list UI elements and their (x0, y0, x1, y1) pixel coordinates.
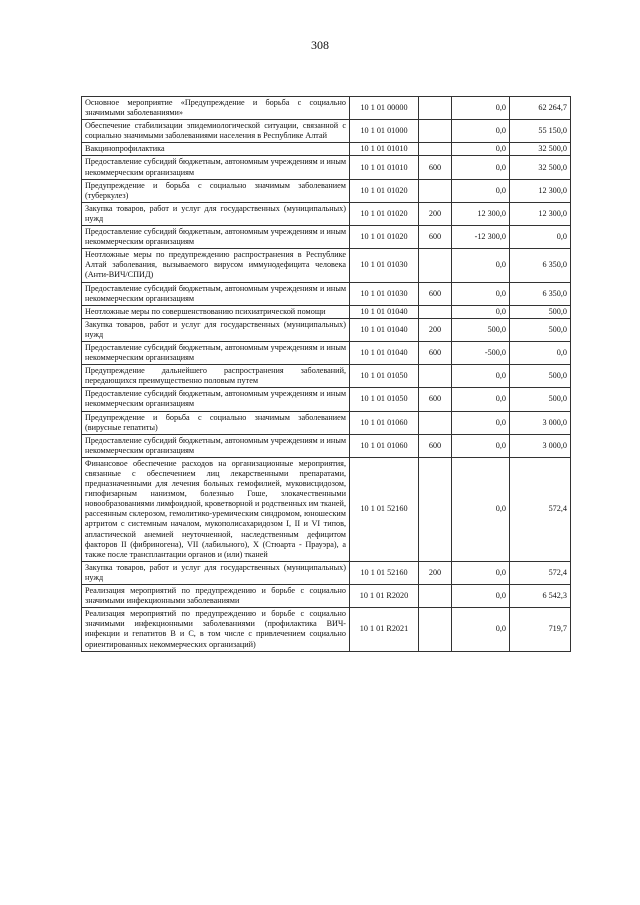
row-name-cell: Неотложные меры по совершенствованию психиатрической помощи (82, 305, 350, 318)
table-row (82, 97, 571, 120)
table-row (82, 318, 571, 341)
row-code-cell: 10 1 01 01010 (350, 156, 419, 179)
table-row (82, 561, 571, 584)
row-total-amount-cell: 62 264,7 (510, 97, 571, 120)
row-change-amount-cell: 0,0 (452, 411, 510, 434)
row-name-cell: Обеспечение стабилизации эпидемиологической ситуации, связанной с социально значимыми заболеваниями населения в Республике Алтай (82, 120, 350, 143)
table-row (82, 341, 571, 364)
row-expense-type-cell: 600 (419, 434, 452, 457)
row-name-cell: Реализация мероприятий по предупреждению и борьбе с социально значимыми инфекционными заболеваниями (профилактика ВИЧ-инфекции и гепатитов В и С, в том числе с привлечением социально ориентированных некоммерческих организаций) (82, 608, 350, 651)
row-total-amount-cell: 6 350,0 (510, 282, 571, 305)
row-name-cell: Финансовое обеспечение расходов на организационные мероприятия, связанные с обеспечением лиц лекарственными препаратами, предназначенными для лечения больных гемофилией, муковисцидозом, гипофизарным нанизмом, болезнью Гоше, злокачественными новообразованиями лимфоидной, кроветворной и родственных им тканей, рассеянным склерозом, гемолитико-уремическим синдромом, юношеским артритом с системным началом, мукополисахаридозом I, II и VI типов, апластической анемией неуточненной, наследственным дефицитом факторов II (фибриногена), VII (лабильного), X (Стюарта - Прауэра), а также после трансплантации органов и (или) тканей (82, 457, 350, 561)
row-change-amount-cell: 500,0 (452, 318, 510, 341)
row-code-cell: 10 1 01 01030 (350, 282, 419, 305)
row-code-cell: 10 1 01 R2020 (350, 585, 419, 608)
table-row (82, 156, 571, 179)
row-expense-type-cell: 600 (419, 341, 452, 364)
row-code-cell: 10 1 01 01050 (350, 388, 419, 411)
row-code-cell: 10 1 01 01020 (350, 226, 419, 249)
row-total-amount-cell: 0,0 (510, 341, 571, 364)
row-name-cell: Реализация мероприятий по предупреждению и борьбе с социально значимыми инфекционными заболеваниями (82, 585, 350, 608)
table-row (82, 120, 571, 143)
row-code-cell: 10 1 01 01020 (350, 202, 419, 225)
budget-table-body (82, 97, 571, 652)
row-expense-type-cell (419, 179, 452, 202)
row-expense-type-cell (419, 120, 452, 143)
row-code-cell: 10 1 01 52160 (350, 561, 419, 584)
row-total-amount-cell: 500,0 (510, 365, 571, 388)
row-change-amount-cell: -500,0 (452, 341, 510, 364)
row-code-cell: 10 1 01 01020 (350, 179, 419, 202)
row-code-cell: 10 1 01 01010 (350, 143, 419, 156)
table-row (82, 226, 571, 249)
row-expense-type-cell (419, 585, 452, 608)
row-name-cell: Предоставление субсидий бюджетным, автономным учреждениям и иным некоммерческим организациям (82, 156, 350, 179)
row-name-cell: Предоставление субсидий бюджетным, автономным учреждениям и иным некоммерческим организациям (82, 388, 350, 411)
row-name-cell: Неотложные меры по предупреждению распространения в Республике Алтай заболевания, вызываемого вирусом иммунодефицита человека (Анти-ВИЧ/СПИД) (82, 249, 350, 282)
row-change-amount-cell: 0,0 (452, 156, 510, 179)
row-expense-type-cell: 600 (419, 226, 452, 249)
row-change-amount-cell: 0,0 (452, 249, 510, 282)
row-name-cell: Предоставление субсидий бюджетным, автономным учреждениям и иным некоммерческим организациям (82, 341, 350, 364)
row-total-amount-cell: 6 350,0 (510, 249, 571, 282)
row-code-cell: 10 1 01 01060 (350, 411, 419, 434)
row-change-amount-cell: 0,0 (452, 365, 510, 388)
row-change-amount-cell: 0,0 (452, 585, 510, 608)
row-change-amount-cell: 0,0 (452, 388, 510, 411)
row-total-amount-cell: 55 150,0 (510, 120, 571, 143)
row-total-amount-cell: 32 500,0 (510, 156, 571, 179)
row-total-amount-cell: 572,4 (510, 457, 571, 561)
row-code-cell: 10 1 01 R2021 (350, 608, 419, 651)
row-total-amount-cell: 3 000,0 (510, 411, 571, 434)
row-name-cell: Закупка товаров, работ и услуг для государственных (муниципальных) нужд (82, 318, 350, 341)
row-name-cell: Предупреждение и борьба с социально значимым заболеванием (вирусные гепатиты) (82, 411, 350, 434)
row-change-amount-cell: 0,0 (452, 143, 510, 156)
table-row (82, 365, 571, 388)
row-change-amount-cell: 0,0 (452, 97, 510, 120)
row-change-amount-cell: 0,0 (452, 282, 510, 305)
row-name-cell: Предоставление субсидий бюджетным, автономным учреждениям и иным некоммерческим организациям (82, 282, 350, 305)
row-change-amount-cell: 0,0 (452, 608, 510, 651)
row-expense-type-cell (419, 457, 452, 561)
row-expense-type-cell: 600 (419, 156, 452, 179)
table-row (82, 457, 571, 561)
row-total-amount-cell: 3 000,0 (510, 434, 571, 457)
row-expense-type-cell (419, 305, 452, 318)
row-code-cell: 10 1 01 01040 (350, 305, 419, 318)
row-expense-type-cell (419, 411, 452, 434)
row-expense-type-cell: 600 (419, 282, 452, 305)
table-row (82, 388, 571, 411)
table-row (82, 179, 571, 202)
row-expense-type-cell (419, 143, 452, 156)
row-code-cell: 10 1 01 01040 (350, 341, 419, 364)
table-row (82, 282, 571, 305)
row-code-cell: 10 1 01 01000 (350, 120, 419, 143)
row-change-amount-cell: -12 300,0 (452, 226, 510, 249)
table-row (82, 249, 571, 282)
row-total-amount-cell: 719,7 (510, 608, 571, 651)
row-change-amount-cell: 0,0 (452, 305, 510, 318)
row-change-amount-cell: 0,0 (452, 457, 510, 561)
page-number: 308 (311, 38, 329, 52)
row-name-cell: Предоставление субсидий бюджетным, автономным учреждениям и иным некоммерческим организациям (82, 226, 350, 249)
row-code-cell: 10 1 01 00000 (350, 97, 419, 120)
row-expense-type-cell: 200 (419, 202, 452, 225)
row-code-cell: 10 1 01 01060 (350, 434, 419, 457)
row-expense-type-cell (419, 97, 452, 120)
row-name-cell: Закупка товаров, работ и услуг для государственных (муниципальных) нужд (82, 561, 350, 584)
row-total-amount-cell: 500,0 (510, 318, 571, 341)
row-total-amount-cell: 32 500,0 (510, 143, 571, 156)
row-total-amount-cell: 500,0 (510, 388, 571, 411)
row-change-amount-cell: 12 300,0 (452, 202, 510, 225)
row-code-cell: 10 1 01 01030 (350, 249, 419, 282)
row-total-amount-cell: 0,0 (510, 226, 571, 249)
row-name-cell: Предупреждение дальнейшего распространения заболеваний, передающихся преимущественно половым путем (82, 365, 350, 388)
row-expense-type-cell: 200 (419, 561, 452, 584)
row-total-amount-cell: 12 300,0 (510, 179, 571, 202)
row-total-amount-cell: 500,0 (510, 305, 571, 318)
table-row (82, 305, 571, 318)
row-change-amount-cell: 0,0 (452, 561, 510, 584)
row-change-amount-cell: 0,0 (452, 179, 510, 202)
table-row (82, 411, 571, 434)
table-row (82, 143, 571, 156)
row-name-cell: Предоставление субсидий бюджетным, автономным учреждениям и иным некоммерческим организациям (82, 434, 350, 457)
row-change-amount-cell: 0,0 (452, 434, 510, 457)
row-code-cell: 10 1 01 01040 (350, 318, 419, 341)
budget-table (81, 96, 571, 652)
row-expense-type-cell: 600 (419, 388, 452, 411)
row-total-amount-cell: 572,4 (510, 561, 571, 584)
table-row (82, 202, 571, 225)
row-total-amount-cell: 6 542,3 (510, 585, 571, 608)
row-name-cell: Предупреждение и борьба с социально значимым заболеванием (туберкулез) (82, 179, 350, 202)
row-code-cell: 10 1 01 52160 (350, 457, 419, 561)
table-row (82, 434, 571, 457)
row-name-cell: Вакцинопрофилактика (82, 143, 350, 156)
row-code-cell: 10 1 01 01050 (350, 365, 419, 388)
row-total-amount-cell: 12 300,0 (510, 202, 571, 225)
row-expense-type-cell: 200 (419, 318, 452, 341)
row-change-amount-cell: 0,0 (452, 120, 510, 143)
row-name-cell: Основное мероприятие «Предупреждение и борьба с социально значимыми заболеваниями» (82, 97, 350, 120)
row-expense-type-cell (419, 608, 452, 651)
row-name-cell: Закупка товаров, работ и услуг для государственных (муниципальных) нужд (82, 202, 350, 225)
table-row (82, 608, 571, 651)
table-row (82, 585, 571, 608)
row-expense-type-cell (419, 365, 452, 388)
row-expense-type-cell (419, 249, 452, 282)
